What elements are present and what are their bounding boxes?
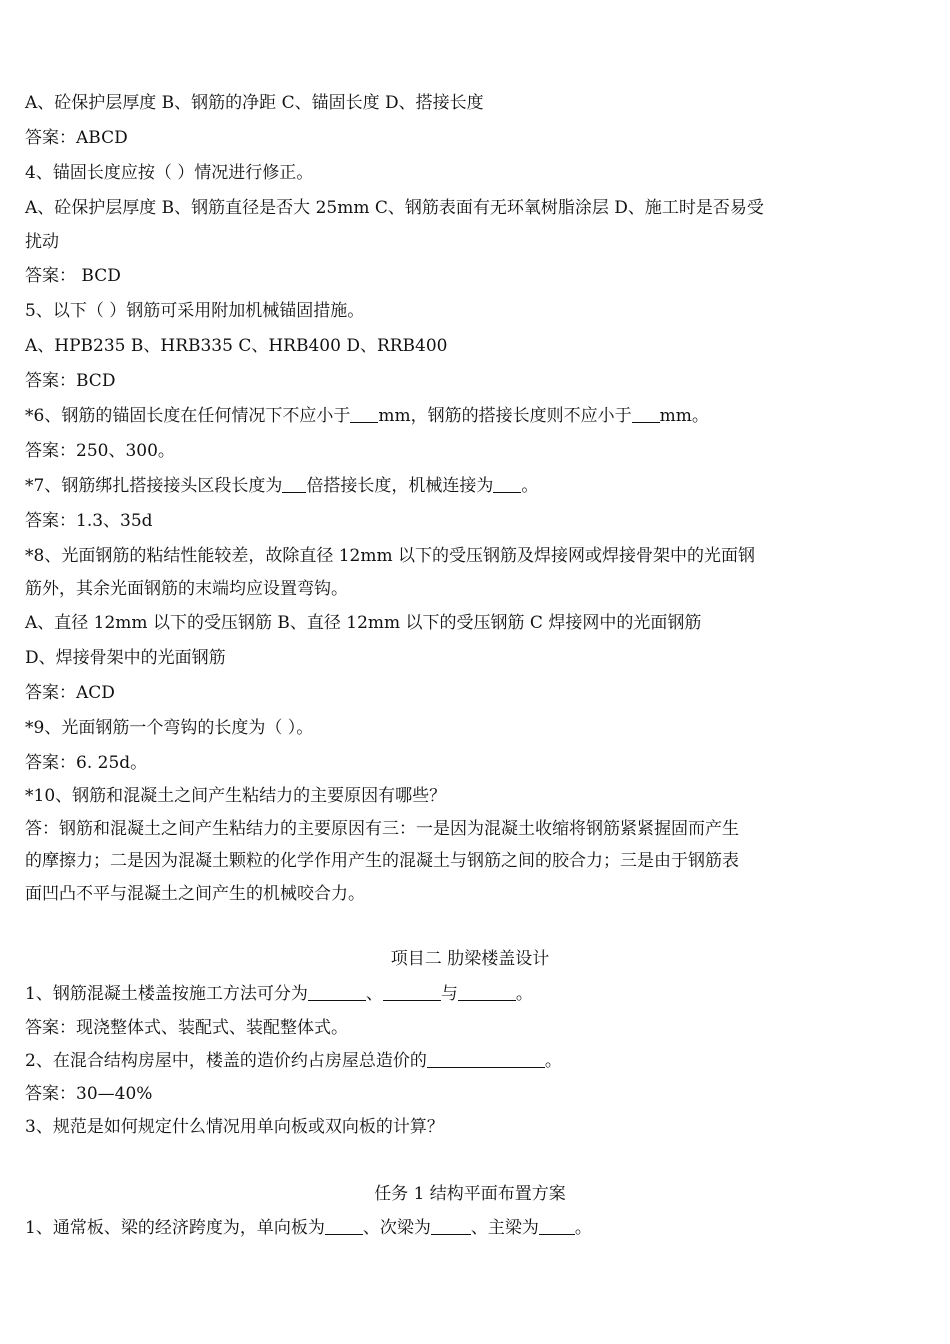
section-heading-task-1: 任务 1 结构平面布置方案 [374,1184,566,1204]
answer-q10-line3: 面凹凸不平与混凝土之间产生的机械咬合力。 [25,884,365,904]
question-t1-1-part3: 、主梁为 [470,1218,539,1238]
section-heading-project-2: 项目二 肋梁楼盖设计 [390,949,550,969]
question-t1-1-part1: 1、通常板、梁的经济跨度为，单向板为 [25,1218,325,1238]
fill-blank [308,984,366,1001]
question-p2-1-part3: 与 [440,984,458,1004]
question-7-part3: 。 [521,476,539,496]
question-p2-2-part2: 。 [544,1051,562,1071]
question-p2-1-part2: 、 [365,984,383,1004]
answer-q10-line2: 的摩擦力；二是因为混凝土颗粒的化学作用产生的混凝土与钢筋之间的胶合力；三是由于钢筋表 [25,851,739,871]
options-q3: A、砼保护层厚度 B、钢筋的净距 C、锚固长度 D、搭接长度 [25,93,484,113]
fill-blank [383,984,441,1001]
question-6 [25,405,850,427]
question-p2-1-part4: 。 [515,984,533,1004]
fill-blank [350,406,378,423]
options-q4-continued: 扰动 [25,232,59,252]
question-8-continued: 筋外，其余光面钢筋的末端均应设置弯钩。 [25,579,348,599]
question-6-part2: mm，钢筋的搭接长度则不应小于 [378,406,632,426]
fill-blank [431,1218,471,1235]
answer-p2-1: 答案：现浇整体式、装配式、装配整体式。 [25,1018,348,1038]
answer-q8: 答案：ACD [25,683,115,703]
options-q4: A、砼保护层厚度 B、钢筋直径是否大 25mm C、钢筋表面有无环氧树脂涂层 D、施工时是否易受 [25,198,764,218]
answer-q10-line1: 答：钢筋和混凝土之间产生粘结力的主要原因有三：一是因为混凝土收缩将钢筋紧紧握固而产生 [25,819,739,839]
answer-q7: 答案：1.3、35d [25,511,153,531]
question-p2-2-part1: 2、在混合结构房屋中，楼盖的造价约占房屋总造价的 [25,1051,427,1071]
question-p2-2 [25,1050,850,1072]
options-q5: A、HPB235 B、HRB335 C、HRB400 D、RRB400 [25,336,448,356]
question-5: 5、以下（ ）钢筋可采用附加机械锚固措施。 [25,301,365,321]
question-p2-1 [25,983,850,1005]
question-t1-1 [25,1217,850,1239]
question-7-part1: *7、钢筋绑扎搭接接头区段长度为 [25,476,283,496]
question-6-part1: *6、钢筋的锚固长度在任何情况下不应小于 [25,406,351,426]
question-t1-1-part4: 。 [574,1218,592,1238]
question-p2-3: 3、规范是如何规定什么情况用单向板或双向板的计算？ [25,1117,444,1137]
question-7 [25,475,850,497]
fill-blank [282,476,306,493]
fill-blank [458,984,516,1001]
question-8: *8、光面钢筋的粘结性能较差，故除直径 12mm 以下的受压钢筋及焊接网或焊接骨架中的光面钢 [25,546,755,566]
question-10: *10、钢筋和混凝土之间产生粘结力的主要原因有哪些？ [25,786,447,806]
fill-blank [427,1051,545,1068]
question-4: 4、锚固长度应按（ ）情况进行修正。 [25,163,314,183]
fill-blank [493,476,521,493]
question-t1-1-part2: 、次梁为 [362,1218,431,1238]
fill-blank [632,406,660,423]
fill-blank [325,1218,363,1235]
question-7-part2: 倍搭接长度，机械连接为 [306,476,494,496]
answer-q5: 答案：BCD [25,371,116,391]
answer-q3: 答案：ABCD [25,128,128,148]
options-q8: A、直径 12mm 以下的受压钢筋 B、直径 12mm 以下的受压钢筋 C 焊接网中的光面钢筋 [25,613,702,633]
answer-q4: 答案： BCD [25,266,121,286]
question-p2-1-part1: 1、钢筋混凝土楼盖按施工方法可分为 [25,984,308,1004]
fill-blank [539,1218,575,1235]
question-9: *9、光面钢筋一个弯钩的长度为（ ）。 [25,718,314,738]
answer-q6: 答案：250、300。 [25,441,175,461]
answer-p2-2: 答案：30—40% [25,1084,153,1104]
question-6-part3: mm。 [659,406,709,426]
options-q8-continued: D、焊接骨架中的光面钢筋 [25,648,226,668]
answer-q9: 答案：6. 25d。 [25,753,148,773]
